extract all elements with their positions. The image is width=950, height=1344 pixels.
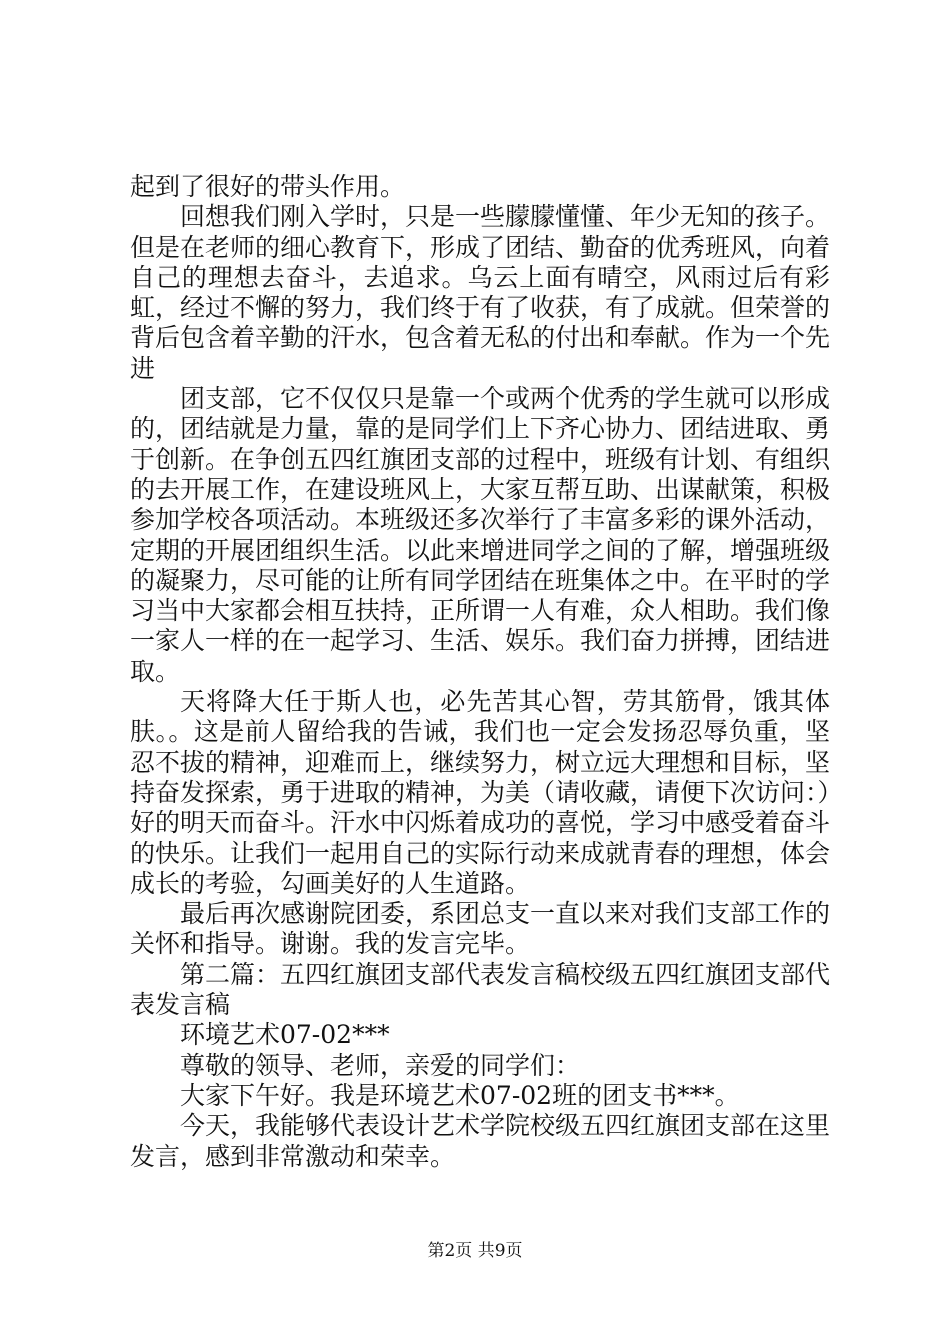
- paragraph-5: 最后再次感谢院团委，系团总支一直以来对我们支部工作的关怀和指导。谢谢。我的发言完毕。: [130, 899, 831, 959]
- document-body: [130, 172, 830, 1172]
- page-number-footer: 第2页 共9页: [427, 1241, 523, 1261]
- paragraph-3: 团支部，它不仅仅只是靠一个或两个优秀的学生就可以形成的，团结就是力量，靠的是同学们上下齐心协力、团结进取、勇于创新。在争创五四红旗团支部的过程中，班级有计划、有组织的去开展工作，在建设班风上，大家互帮互助、出谋献策，积极参加学校各项活动。本班级还多次举行了丰富多彩的课外活动，定期的开展团组织生活。以此来增进同学之间的了解，增强班级的凝聚力，尽可能的让所有同学团结在班集体之中。在平时的学习当中大家都会相互扶持，正所谓一人有难，众人相助。我们像一家人一样的在一起学习、生活、娱乐。我们奋力拼搏，团结进取。: [130, 384, 831, 686]
- paragraph-10: 今天，我能够代表设计艺术学院校级五四红旗团支部在这里发言，感到非常激动和荣幸。: [130, 1111, 831, 1171]
- salutation-line: 尊敬的领导、老师，亲爱的同学们：: [180, 1050, 581, 1080]
- paragraph-2: 回想我们刚入学时，只是一些朦朦懂懂、年少无知的孩子。但是在老师的细心教育下，形成了团结、勤奋的优秀班风，向着自己的理想去奋斗，去追求。乌云上面有晴空，风雨过后有彩虹，经过不懈的努力，我们终于有了收获，有了成就。但荣誉的背后包含着辛勤的汗水，包含着无私的付出和奉献。作为一个先进: [130, 202, 831, 383]
- greeting-line: 大家下午好。我是环境艺术07-02班的团支书***。: [180, 1080, 740, 1110]
- speaker-line: 环境艺术07-02***: [180, 1020, 390, 1050]
- paragraph-1: 起到了很好的带头作用。: [130, 172, 406, 201]
- section-heading: 第二篇：五四红旗团支部代表发言稿校级五四红旗团支部代表发言稿: [130, 959, 831, 1020]
- paragraph-4: 天将降大任于斯人也，必先苦其心智，劳其筋骨，饿其体肤。。这是前人留给我的告诫，我们也一定会发扬忍辱负重，坚忍不拔的精神，迎难而上，继续努力，树立远大理想和目标，坚持奋发探索，勇于进取的精神，为美（请收藏，请便下次访问：）好的明天而奋斗。汗水中闪烁着成功的喜悦，学习中感受着奋斗的快乐。让我们一起用自己的实际行动来成就青春的理想，体会成长的考验，勾画美好的人生道路。: [130, 687, 831, 898]
